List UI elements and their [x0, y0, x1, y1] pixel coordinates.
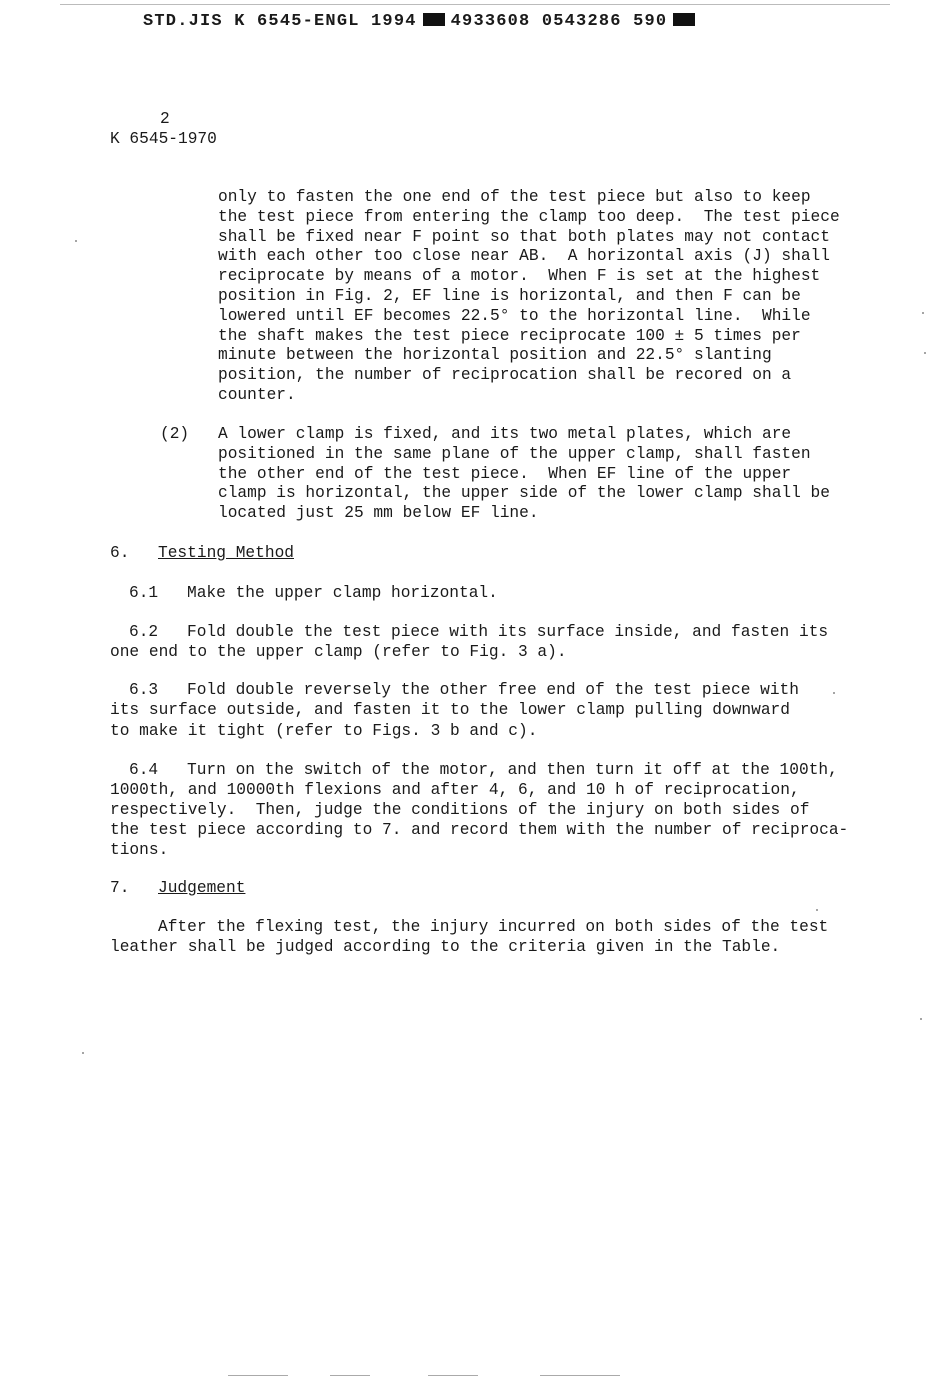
- redaction-block: [673, 13, 695, 26]
- paragraph-line: position in Fig. 2, EF line is horizontal, and then F can be: [218, 287, 801, 305]
- clause-6-4-number: 6.4: [129, 761, 159, 779]
- clause-6-1-text: Make the upper clamp horizontal.: [187, 584, 498, 602]
- section-7-title: Judgement: [158, 879, 246, 897]
- document-header: [143, 12, 701, 32]
- scan-speck: [816, 909, 818, 911]
- paragraph-line: with each other too close near AB. A horizontal axis (J) shall: [218, 247, 830, 266]
- paragraph-line: position, the number of reciprocation shall be recored on a: [218, 366, 792, 385]
- clause-6-2-first-line: Fold double the test piece with its surface inside, and fasten its: [187, 623, 829, 641]
- clause-6-4-first-line: Turn on the switch of the motor, and then turn it off at the 100th,: [187, 761, 838, 779]
- section-7-line: leather shall be judged according to the criteria given in the Table.: [110, 938, 781, 956]
- header-serial: 4933608 0543286 590: [450, 12, 668, 31]
- clause-6-3-line: to make it tight (refer to Figs. 3 b and c).: [110, 722, 538, 740]
- clause-6-4-line: tions.: [110, 841, 169, 859]
- paragraph-line: shall be fixed near F point so that both plates may not contact: [218, 227, 830, 246]
- scan-speck: [922, 312, 924, 314]
- footer-scan-mark: [428, 1375, 478, 1376]
- item-line: the other end of the test piece. When EF line of the upper: [218, 464, 792, 483]
- section-7-number: 7.: [110, 879, 130, 897]
- section-6-number: 6.: [110, 544, 130, 562]
- footer-scan-mark: [228, 1375, 288, 1376]
- page-number: 2: [160, 110, 170, 128]
- clause-6-3-first-line: Fold double reversely the other free end of the test piece with: [187, 681, 799, 699]
- clause-6-4-line: respectively. Then, judge the conditions of the injury on both sides of: [110, 801, 810, 819]
- clause-6-1-number: 6.1: [129, 584, 159, 602]
- header-doc-code: STD.JIS K 6545-ENGL 1994: [143, 12, 417, 31]
- item-2-label: (2): [160, 425, 190, 443]
- footer-scan-mark: [330, 1375, 370, 1376]
- paragraph-line: minute between the horizontal position and 22.5° slanting: [218, 346, 772, 365]
- clause-6-4-line: the test piece according to 7. and record them with the number of reciproca-: [110, 821, 849, 839]
- footer-scan-mark: [540, 1375, 620, 1376]
- item-line: located just 25 mm below EF line.: [218, 504, 539, 523]
- paragraph-line: reciprocate by means of a motor. When F is set at the highest: [218, 267, 821, 286]
- clause-6-3-number: 6.3: [129, 681, 159, 699]
- section-7-first-line: After the flexing test, the injury incurred on both sides of the test: [158, 918, 829, 936]
- top-rule: [60, 4, 890, 5]
- scan-speck: [833, 692, 835, 694]
- doc-id: K 6545-1970: [110, 130, 217, 148]
- paragraph-line: counter.: [218, 386, 296, 404]
- paragraph-line: lowered until EF becomes 22.5° to the horizontal line. While: [218, 306, 811, 325]
- scan-speck: [920, 1018, 922, 1020]
- section-6-title: Testing Method: [158, 544, 294, 562]
- paragraph-line: the shaft makes the test piece reciprocate 100 ± 5 times per: [218, 326, 801, 345]
- item-line: A lower clamp is fixed, and its two metal plates, which are: [218, 425, 792, 443]
- clause-6-2-number: 6.2: [129, 623, 159, 641]
- redaction-block: [423, 13, 445, 26]
- scan-speck: [924, 352, 926, 354]
- scan-speck: [75, 240, 77, 242]
- paragraph-line: only to fasten the one end of the test piece but also to keep: [218, 188, 811, 206]
- item-line: clamp is horizontal, the upper side of the lower clamp shall be: [218, 484, 830, 503]
- scan-speck: [82, 1052, 84, 1054]
- paragraph-line: the test piece from entering the clamp too deep. The test piece: [218, 207, 840, 226]
- item-line: positioned in the same plane of the upper clamp, shall fasten: [218, 444, 811, 463]
- clause-6-4-line: 1000th, and 10000th flexions and after 4, 6, and 10 h of reciprocation,: [110, 781, 800, 799]
- clause-6-2-line: one end to the upper clamp (refer to Fig. 3 a).: [110, 643, 567, 661]
- clause-6-3-line: its surface outside, and fasten it to the lower clamp pulling downward: [110, 701, 790, 719]
